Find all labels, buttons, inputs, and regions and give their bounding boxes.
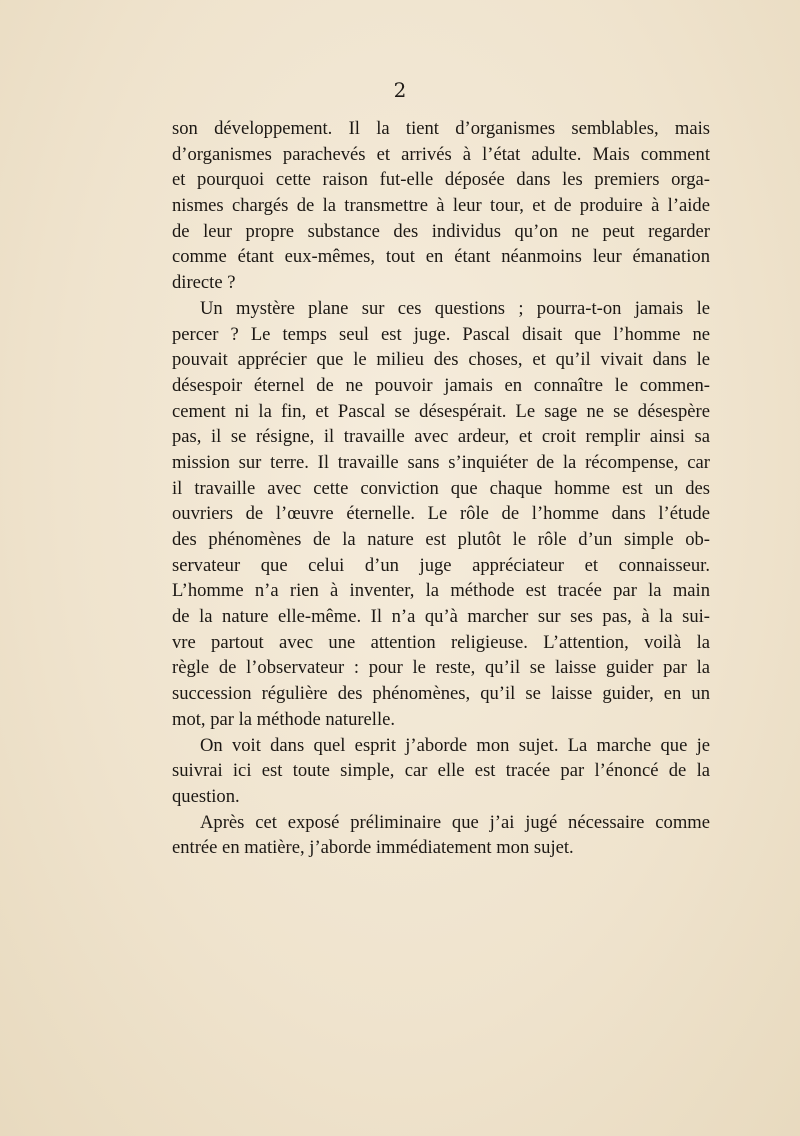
text-line: de la nature elle-même. Il n’a qu’à marcher sur ses pas, à la sui- bbox=[172, 606, 710, 628]
text-line: d’organismes parachevés et arrivés à l’état adulte. Mais comment bbox=[172, 143, 710, 165]
text-line: percer ? Le temps seul est juge. Pascal disait que l’homme ne bbox=[172, 323, 710, 345]
text-line: mission sur terre. Il travaille sans s’inquiéter de la récompense, car bbox=[172, 451, 710, 473]
text-line: question. bbox=[172, 785, 240, 807]
text-line: Après cet exposé préliminaire que j’ai jugé nécessaire comme bbox=[200, 811, 710, 833]
text-line: L’homme n’a rien à inventer, la méthode est tracée par la main bbox=[172, 580, 710, 602]
text-line: désespoir éternel de ne pouvoir jamais en connaître le commen- bbox=[172, 374, 710, 396]
text-line: règle de l’observateur : pour le reste, qu’il se laisse guider par la bbox=[172, 657, 710, 679]
body-text bbox=[172, 116, 710, 861]
text-line: servateur que celui d’un juge appréciateur et connaisseur. bbox=[172, 554, 710, 576]
page-number: 2 bbox=[393, 78, 407, 102]
text-line: ouvriers de l’œuvre éternelle. Le rôle de l’homme dans l’étude bbox=[172, 503, 710, 525]
text-line: cement ni la fin, et Pascal se désespérait. Le sage ne se désespère bbox=[172, 400, 710, 422]
text-line: Un mystère plane sur ces questions ; pourra-t-on jamais le bbox=[200, 297, 710, 319]
text-line: suivrai ici est toute simple, car elle est tracée par l’énoncé de la bbox=[172, 760, 710, 782]
text-line: des phénomènes de la nature est plutôt le rôle d’un simple ob- bbox=[172, 529, 710, 550]
text-line: directe ? bbox=[172, 272, 236, 294]
text-line: vre partout avec une attention religieuse. L’attention, voilà la bbox=[172, 631, 710, 653]
text-line: comme étant eux-mêmes, tout en étant néanmoins leur émanation bbox=[172, 246, 710, 268]
text-line: pas, il se résigne, il travaille avec ardeur, et croit remplir ainsi sa bbox=[172, 426, 710, 448]
text-line: nismes chargés de la transmettre à leur tour, et de produire à l’aide bbox=[172, 195, 710, 217]
text-line: et pourquoi cette raison fut-elle déposée dans les premiers orga- bbox=[172, 169, 710, 191]
text-line: pouvait apprécier que le milieu des choses, et qu’il vivait dans le bbox=[172, 349, 710, 371]
text-line: On voit dans quel esprit j’aborde mon sujet. La marche que je bbox=[200, 734, 710, 756]
text-line: entrée en matière, j’aborde immédiatement mon sujet. bbox=[172, 837, 574, 859]
text-line: son développement. Il la tient d’organismes semblables, mais bbox=[172, 118, 710, 139]
text-line: mot, par la méthode naturelle. bbox=[172, 708, 396, 730]
text-line: de leur propre substance des individus qu’on ne peut regarder bbox=[172, 220, 710, 242]
text-line: succession régulière des phénomènes, qu’il se laisse guider, en un bbox=[172, 683, 710, 705]
text-line: il travaille avec cette conviction que chaque homme est un des bbox=[172, 477, 710, 499]
